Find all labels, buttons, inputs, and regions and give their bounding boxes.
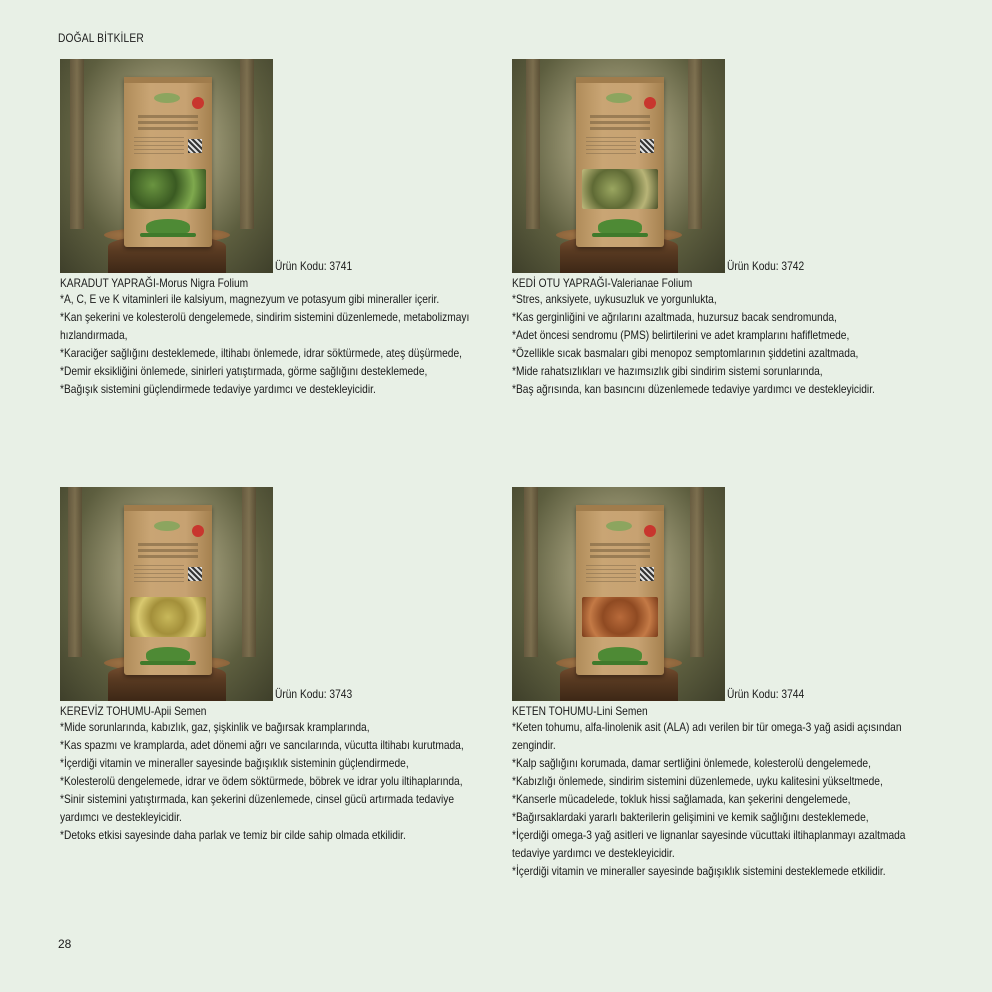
benefit-item: *Detoks etkisi sayesinde daha parlak ve temiz bir cilde sahip olmada etkilidir. [60, 828, 406, 842]
benefit-item: *Adet öncesi sendromu (PMS) belirtilerini ve adet kramplarını hafifletmede, [512, 328, 850, 342]
benefit-item: *Stres, anksiyete, uykusuzluk ve yorgunlukta, [512, 292, 717, 306]
benefit-item: *Kanserle mücadelede, tokluk hissi sağlamada, kan şekerini dengelemede, [512, 792, 851, 806]
benefit-item: *İçerdiği omega-3 yağ asitleri ve lignanlar sayesinde vücuttaki iltihaplanmayı azaltmada tedaviye yardımcı ve destekleyicidir. [512, 828, 906, 860]
section-title: DOĞAL BİTKİLER [58, 31, 144, 45]
benefit-item: *A, C, E ve K vitaminleri ile kalsiyum, magnezyum ve potasyum gibi mineraller içerir. [60, 292, 440, 306]
benefit-item: *Kan şekerini ve kolesterolü dengelemede, sindirim sistemini düzenlemede, metabolizmayı hızlandırmada, [60, 310, 470, 342]
product-code: Ürün Kodu: 3744 [727, 687, 805, 701]
product-card [60, 59, 500, 398]
product-card [512, 487, 952, 880]
benefit-item: *İçerdiği vitamin ve mineraller sayesinde bağışıklık sisteminin güçlendirmede, [60, 756, 409, 770]
page-number: 28 [58, 937, 72, 951]
product-code: Ürün Kodu: 3741 [275, 259, 353, 273]
product-name: KETEN TOHUMU-Lini Semen [512, 704, 648, 718]
benefit-item: *Bağırsaklardaki yararlı bakterilerin gelişimini ve kemik sağlığını desteklemede, [512, 810, 869, 824]
product-name: KEREVİZ TOHUMU-Apii Semen [60, 704, 207, 718]
benefits-list [512, 718, 937, 880]
benefits-list [512, 290, 937, 398]
benefit-item: *Sinir sistemini yatıştırmada, kan şekerini düzenlemede, cinsel gücü artırmada tedaviye yardımcı ve destekleyicidir. [60, 792, 455, 824]
benefit-item: *Mide sorunlarında, kabızlık, gaz, şişkinlik ve bağırsak kramplarında, [60, 720, 370, 734]
product-name: KEDİ OTU YAPRAĞI-Valerianae Folium [512, 276, 693, 290]
product-code: Ürün Kodu: 3743 [275, 687, 353, 701]
benefit-item: *Bağışık sistemini güçlendirmede tedaviye yardımcı ve destekleyicidir. [60, 382, 376, 396]
benefit-item: *Baş ağrısında, kan basıncını düzenlemede tedaviye yardımcı ve destekleyicidir. [512, 382, 875, 396]
benefits-list [60, 718, 485, 844]
product-card [60, 487, 500, 844]
benefit-item: *Kolesterolü dengelemede, idrar ve ödem söktürmede, böbrek ve idrar yolu iltihaplarında, [60, 774, 463, 788]
product-photo [60, 487, 273, 701]
benefit-item: *Kas gerginliğini ve ağrılarını azaltmada, huzursuz bacak sendromunda, [512, 310, 837, 324]
product-card [512, 59, 952, 398]
product-code: Ürün Kodu: 3742 [727, 259, 805, 273]
product-package [124, 505, 212, 675]
product-photo [512, 59, 725, 273]
benefit-item: *Kabızlığı önlemede, sindirim sistemini düzenlemede, uyku kalitesini yükseltmede, [512, 774, 883, 788]
benefit-item: *Mide rahatsızlıkları ve hazımsızlık gibi sindirim sistemi sorunlarında, [512, 364, 823, 378]
benefits-list [60, 290, 485, 398]
product-package [124, 77, 212, 247]
product-photo [60, 59, 273, 273]
product-photo [512, 487, 725, 701]
benefit-item: *Özellikle sıcak basmaları gibi menopoz semptomlarının şiddetini azaltmada, [512, 346, 859, 360]
product-package [576, 505, 664, 675]
benefit-item: *İçerdiği vitamin ve mineraller sayesinde bağışıklık sistemini desteklemede etkilidir. [512, 864, 886, 878]
benefit-item: *Demir eksikliğini önlemede, sinirleri yatıştırmada, görme sağlığını desteklemede, [60, 364, 428, 378]
benefit-item: *Karaciğer sağlığını desteklemede, iltihabı önlemede, idrar söktürmede, ateş düşürmede, [60, 346, 462, 360]
product-name: KARADUT YAPRAĞI-Morus Nigra Folium [60, 276, 249, 290]
benefit-item: *Keten tohumu, alfa-linolenik asit (ALA) adı verilen bir tür omega-3 yağ asidi açısından zengindir. [512, 720, 902, 752]
benefit-item: *Kas spazmı ve kramplarda, adet dönemi ağrı ve sancılarında, vücutta iltihabı kurutmada, [60, 738, 464, 752]
benefit-item: *Kalp sağlığını korumada, damar sertliğini önlemede, kolesterolü dengelemede, [512, 756, 871, 770]
product-package [576, 77, 664, 247]
